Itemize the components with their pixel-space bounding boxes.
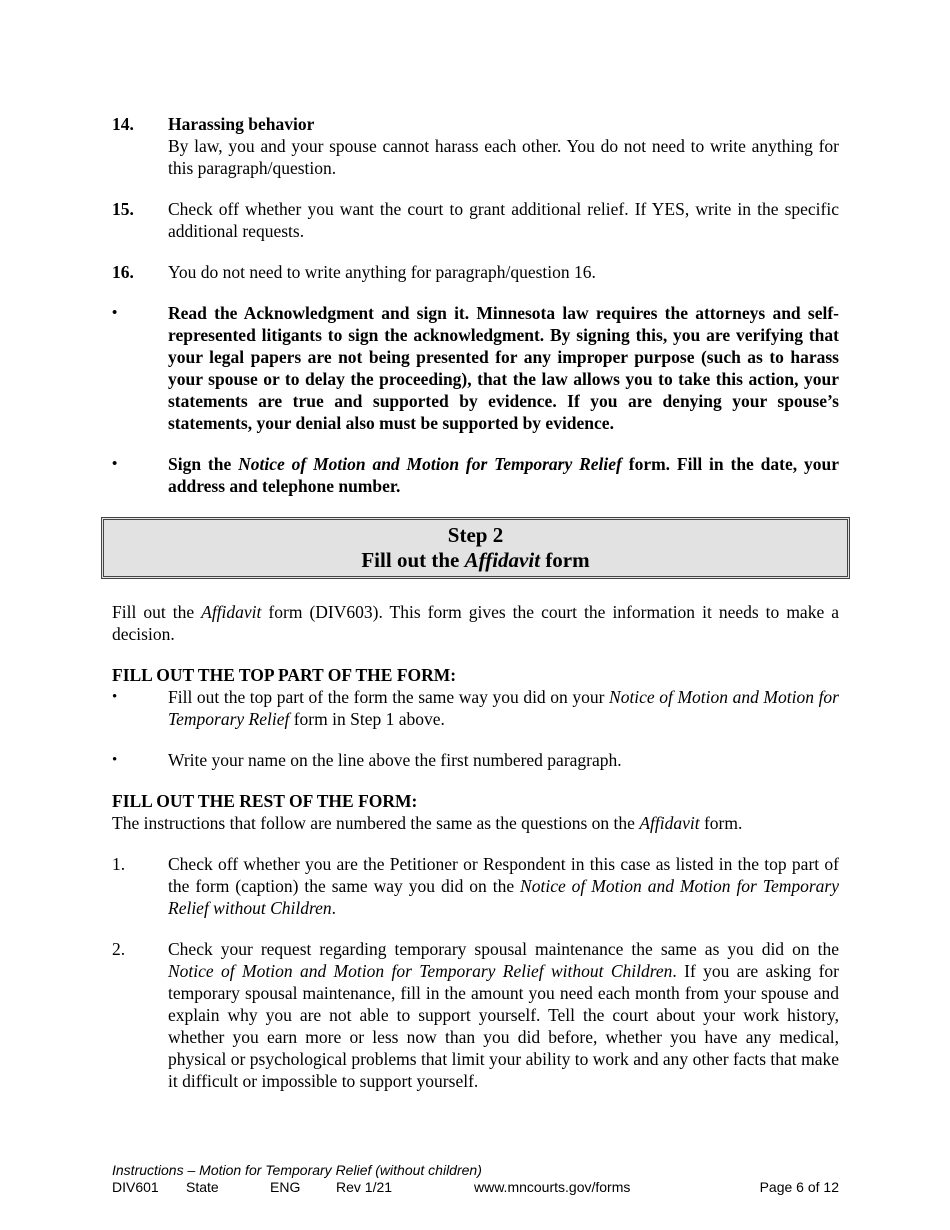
top-part-bullet-1 <box>112 686 839 730</box>
bullet-suffix: form in Step 1 above. <box>289 709 445 729</box>
bullet-form-name: Notice of Motion and Motion for Temporary Relief <box>168 687 839 729</box>
acknowledgment-bullet <box>112 302 839 434</box>
top-part-heading: FILL OUT THE TOP PART OF THE FORM: <box>112 665 457 685</box>
item-number: 14. <box>112 114 134 134</box>
sign-prefix: Sign the <box>168 454 239 474</box>
item-text: You do not need to write anything for paragraph/question 16. <box>168 262 596 282</box>
document-body <box>112 113 839 1111</box>
sign-text <box>168 453 839 497</box>
step-title-prefix: Fill out the <box>361 548 465 572</box>
footer-row <box>112 1179 839 1196</box>
intro-form-name: Affidavit <box>201 602 262 622</box>
item-number: 1. <box>112 854 126 874</box>
item-form-name: Notice of Motion and Motion for Temporary Relief without Children <box>168 961 673 981</box>
bullet-icon: • <box>112 752 118 768</box>
instruction-item-15 <box>112 198 839 242</box>
bullet-text: Write your name on the line above the first numbered paragraph. <box>168 750 622 770</box>
bullet-text <box>168 686 839 730</box>
item-title: Harassing behavior <box>168 114 315 134</box>
page-footer <box>112 1162 839 1196</box>
step-2-banner <box>101 517 850 579</box>
top-part-bullet-2 <box>112 749 839 771</box>
footer-revision: Rev 1/21 <box>336 1179 393 1195</box>
acknowledgment-text: Read the Acknowledgment and sign it. Minnesota law requires the attorneys and self-represented litigants to sign the acknowledgment. By signing this, you are verifying that your legal papers are not being presented for any improper purpose (such as to harass your spouse or to delay the proceeding), that the law allows you to take this action, your statements are true and supported by evidence. If you are denying your spouse’s statements, your denial also must be supported by evidence. <box>168 303 839 433</box>
bullet-prefix: Fill out the top part of the form the same way you did on your <box>168 687 610 707</box>
instruction-item-16 <box>112 261 839 283</box>
sign-bullet <box>112 453 839 497</box>
rest-intro-prefix: The instructions that follow are numbered the same as the questions on the <box>112 813 640 833</box>
rest-intro-suffix: form. <box>699 813 743 833</box>
item-text: Check off whether you want the court to grant additional relief. If YES, write in the specific additional requests. <box>168 199 839 241</box>
sign-form-name: Notice of Motion and Motion for Temporary Relief <box>238 454 622 474</box>
sign-suffix: form. Fill in the date, your address and telephone number. <box>168 454 839 496</box>
footer-page-number: Page 6 of 12 <box>759 1179 839 1195</box>
item-form-name: Notice of Motion and Motion for Temporary Relief without Children <box>168 876 839 918</box>
bullet-icon: • <box>112 456 118 472</box>
bullet-icon: • <box>112 305 118 321</box>
item-number: 2. <box>112 939 126 959</box>
step-title <box>104 548 847 573</box>
bullet-icon: • <box>112 689 118 705</box>
footer-title: Instructions – Motion for Temporary Relief (without children) <box>112 1162 482 1178</box>
rest-part-heading: FILL OUT THE REST OF THE FORM: <box>112 791 418 811</box>
item-number: 15. <box>112 199 134 219</box>
intro-suffix: form (DIV603). This form gives the court the information it needs to make a decision. <box>112 602 839 644</box>
footer-website: www.mncourts.gov/forms <box>474 1179 631 1195</box>
affidavit-item-2 <box>112 938 839 1092</box>
item-text: By law, you and your spouse cannot harass each other. You do not need to write anything for this paragraph/question. <box>168 136 839 178</box>
footer-jurisdiction: State <box>186 1179 219 1195</box>
instruction-item-14 <box>112 113 839 179</box>
rest-intro-form-name: Affidavit <box>639 813 700 833</box>
item-prefix: Check your request regarding temporary spousal maintenance the same as you did on the <box>168 939 839 959</box>
item-number: 16. <box>112 262 134 282</box>
item-suffix: . <box>331 898 337 918</box>
rest-part-intro <box>112 812 839 834</box>
intro-prefix: Fill out the <box>112 602 202 622</box>
intro-paragraph <box>112 601 839 645</box>
step-number: Step 2 <box>447 523 504 547</box>
step-title-form: Affidavit <box>464 548 541 572</box>
affidavit-item-1 <box>112 853 839 919</box>
item-text <box>168 853 839 919</box>
footer-form-code: DIV601 <box>112 1179 159 1195</box>
footer-language: ENG <box>270 1179 301 1195</box>
item-text <box>168 938 839 1092</box>
step-title-suffix: form <box>540 548 590 572</box>
item-suffix: . If you are asking for temporary spousal maintenance, fill in the amount you need each month from your spouse and explain why you are not able to support yourself. Tell the court about your work history, whether you earn more or less now than you did before, whether you have any medical, physical or psychological problems that limit your ability to work and any other facts that make it difficult or impossible to support yourself. <box>168 961 839 1091</box>
item-prefix: Check off whether you are the Petitioner or Respondent in this case as listed in the top part of the form (caption) the same way you did on the <box>168 854 839 896</box>
